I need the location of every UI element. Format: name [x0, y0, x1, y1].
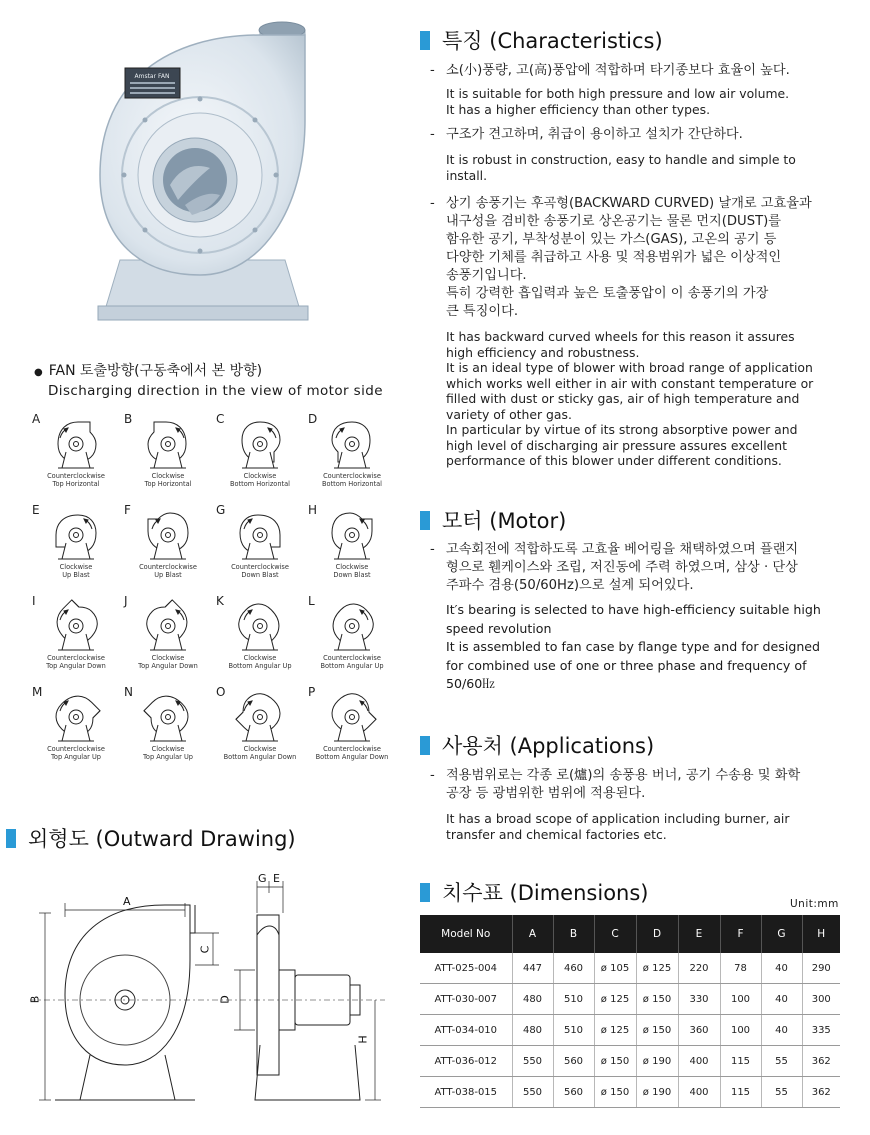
value-cell: 100	[720, 1015, 761, 1046]
value-cell: 100	[720, 984, 761, 1015]
direction-letter: O	[216, 685, 226, 699]
direction-caption	[306, 745, 398, 761]
char-point-3-kr-2: 내구성을 겸비한 송풍기로 상온공기는 물론 먼지(DUST)를	[446, 214, 782, 229]
dim-label-b: B	[28, 995, 42, 1004]
fan-direction-diagram-icon	[44, 596, 108, 654]
direction-rotation: Counterclockwise	[323, 654, 381, 662]
value-cell: 362	[802, 1077, 840, 1108]
direction-rotation: Counterclockwise	[323, 745, 381, 753]
direction-rotation: Clockwise	[151, 745, 185, 753]
direction-e	[30, 501, 122, 591]
fan-direction-diagram-icon	[44, 687, 108, 745]
direction-caption	[306, 472, 398, 488]
value-cell: ø 190	[636, 1046, 678, 1077]
column-header: G	[761, 915, 802, 953]
dim-label-a: A	[123, 895, 131, 908]
discharge-title-block	[34, 362, 383, 400]
dimensions-table-wrap	[420, 915, 840, 1108]
characteristics-title: 특징 (Characteristics)	[442, 29, 663, 53]
direction-caption	[122, 563, 214, 579]
value-cell: 115	[720, 1077, 761, 1108]
column-header: E	[678, 915, 720, 953]
fan-direction-diagram-icon	[136, 687, 200, 745]
column-header: A	[512, 915, 553, 953]
fan-direction-diagram-icon	[320, 687, 384, 745]
fan-direction-diagram-icon	[136, 414, 200, 472]
fan-direction-diagram-icon	[320, 414, 384, 472]
fan-direction-diagram-icon	[136, 596, 200, 654]
column-header: B	[553, 915, 594, 953]
fan-direction-diagram-icon	[44, 414, 108, 472]
column-header: F	[720, 915, 761, 953]
table-row	[420, 1046, 840, 1077]
dimensions-header	[420, 877, 648, 907]
direction-rotation: Counterclockwise	[323, 472, 381, 480]
direction-letter: N	[124, 685, 133, 699]
direction-caption	[122, 472, 214, 488]
direction-rotation: Counterclockwise	[231, 563, 289, 571]
direction-a	[30, 410, 122, 500]
direction-letter: L	[308, 594, 315, 608]
motor-en-5: 50/60㎐	[446, 676, 495, 691]
motor-en-1: It′s bearing is selected to have high-efficiency suitable high	[446, 602, 821, 617]
dimensions-unit: Unit:mm	[790, 898, 839, 910]
motor-kr-1: - 고속회전에 적합하도록 고효율 베어링을 채택하였으며 플랜지	[446, 542, 799, 557]
value-cell: 510	[553, 1015, 594, 1046]
value-cell: ø 125	[636, 953, 678, 984]
direction-rotation: Clockwise	[243, 654, 277, 662]
value-cell: 115	[720, 1046, 761, 1077]
fan-direction-diagram-icon	[320, 596, 384, 654]
fan-direction-diagram-icon	[228, 687, 292, 745]
table-row	[420, 1077, 840, 1108]
motor-en-3: It is assembled to fan case by flange type and for designed	[446, 639, 821, 654]
direction-caption	[214, 745, 306, 761]
dimensions-table	[420, 915, 840, 1108]
direction-rotation: Clockwise	[243, 745, 277, 753]
char-point-3-en-6: variety of other gas.	[446, 406, 572, 422]
direction-g	[214, 501, 306, 591]
direction-letter: J	[124, 594, 128, 608]
value-cell: 480	[512, 1015, 553, 1046]
dim-label-g: G	[258, 872, 267, 885]
model-cell: ATT-034-010	[420, 1015, 512, 1046]
direction-letter: D	[308, 412, 318, 426]
value-cell: 330	[678, 984, 720, 1015]
outward-drawing-title: 외형도 (Outward Drawing)	[28, 827, 296, 851]
char-point-3-en-5: filled with dust or sticky gas, air of high temperature and	[446, 391, 800, 406]
dimensions-title: 치수표 (Dimensions)	[442, 881, 649, 905]
applications-header	[420, 730, 654, 760]
value-cell: 550	[512, 1046, 553, 1077]
motor-body	[424, 541, 864, 694]
direction-letter: E	[32, 503, 40, 517]
value-cell: 560	[553, 1046, 594, 1077]
char-point-3-kr-7: 큰 특징이다.	[446, 304, 519, 319]
char-point-3-en-8: high level of discharging air pressure assures excellent	[446, 437, 787, 453]
column-header: Model No	[420, 915, 512, 953]
direction-caption	[306, 654, 398, 670]
direction-position: Up Blast	[154, 571, 182, 579]
direction-letter: A	[32, 412, 41, 426]
section-marker-icon	[420, 736, 430, 755]
direction-letter: F	[124, 503, 131, 517]
fan-direction-diagram-icon	[136, 505, 200, 563]
applications-kr-1: - 적용범위로는 각종 로(爐)의 송풍용 버너, 공기 수송용 및 화학	[446, 768, 801, 783]
value-cell: ø 190	[636, 1077, 678, 1108]
value-cell: ø 125	[594, 1015, 636, 1046]
direction-b	[122, 410, 214, 500]
section-marker-icon	[420, 31, 430, 50]
applications-title: 사용처 (Applications)	[442, 734, 655, 758]
value-cell: ø 150	[594, 1077, 636, 1108]
direction-rotation: Counterclockwise	[139, 563, 197, 571]
applications-kr-2: 공장 등 광범위한 범위에 적용된다.	[446, 786, 646, 801]
value-cell: 360	[678, 1015, 720, 1046]
value-cell: 447	[512, 953, 553, 984]
applications-body	[424, 767, 864, 842]
direction-d	[306, 410, 398, 500]
motor-header	[420, 505, 566, 535]
column-header: H	[802, 915, 840, 953]
table-row	[420, 1015, 840, 1046]
direction-rotation: Counterclockwise	[47, 745, 105, 753]
direction-l	[306, 592, 398, 682]
char-point-1-en-2: It has a higher efficiency than other types.	[446, 101, 711, 117]
direction-letter: C	[216, 412, 225, 426]
direction-caption	[122, 745, 214, 761]
dim-label-h: H	[356, 1035, 370, 1044]
value-cell: 400	[678, 1046, 720, 1077]
value-cell: 40	[761, 953, 802, 984]
motor-kr-3: 주파수 겸용(50/60Hz)으로 설계 되어있다.	[446, 578, 694, 593]
direction-position: Top Angular Up	[51, 753, 101, 761]
column-header: C	[594, 915, 636, 953]
direction-caption	[214, 654, 306, 670]
direction-caption	[214, 563, 306, 579]
direction-position: Bottom Horizontal	[230, 480, 290, 488]
value-cell: 40	[761, 1015, 802, 1046]
characteristics-body	[424, 62, 864, 469]
outward-drawing	[25, 872, 390, 1125]
value-cell: 40	[761, 984, 802, 1015]
motor-en-4: for combined use of one or three phase and frequency of	[446, 657, 807, 673]
char-point-3-kr-1: - 상기 송풍기는 후곡형(BACKWARD CURVED) 날개로 고효율과	[446, 196, 812, 211]
value-cell: 55	[761, 1046, 802, 1077]
direction-caption	[30, 472, 122, 488]
direction-position: Up Blast	[62, 571, 90, 579]
fan-photo	[60, 10, 340, 350]
applications-en-2: transfer and chemical factories etc.	[446, 826, 667, 842]
char-point-2-en-1: It is robust in construction, easy to handle and simple to	[446, 152, 796, 167]
direction-position: Down Blast	[241, 571, 279, 579]
value-cell: ø 150	[636, 1015, 678, 1046]
direction-letter: B	[124, 412, 133, 426]
fan-direction-diagram-icon	[44, 505, 108, 563]
discharge-title-en: Discharging direction in the view of motor side	[48, 383, 383, 399]
direction-o	[214, 683, 306, 773]
fan-direction-diagram-icon	[320, 505, 384, 563]
table-row	[420, 953, 840, 984]
direction-position: Top Angular Down	[138, 662, 198, 670]
char-point-3-kr-6: 특히 강력한 흡입력과 높은 토출풍압이 이 송풍기의 가장	[446, 286, 769, 301]
value-cell: 362	[802, 1046, 840, 1077]
outward-drawing-header	[6, 823, 296, 853]
value-cell: 290	[802, 953, 840, 984]
value-cell: 550	[512, 1077, 553, 1108]
direction-letter: P	[308, 685, 316, 699]
direction-position: Down Blast	[333, 571, 371, 579]
value-cell: ø 150	[636, 984, 678, 1015]
direction-position: Bottom Angular Down	[315, 753, 389, 761]
char-point-3-en-9: performance of this blower under different conditions.	[446, 453, 782, 468]
char-point-3-en-4: which works well either in air with constant temperature or	[446, 375, 814, 391]
direction-position: Top Angular Up	[143, 753, 193, 761]
dim-label-c: C	[198, 945, 212, 954]
direction-rotation: Counterclockwise	[47, 654, 105, 662]
value-cell: 55	[761, 1077, 802, 1108]
value-cell: 400	[678, 1077, 720, 1108]
direction-letter: K	[216, 594, 224, 608]
direction-letter: G	[216, 503, 226, 517]
direction-n	[122, 683, 214, 773]
char-point-1-en-1: It is suitable for both high pressure and low air volume.	[446, 86, 790, 101]
model-cell: ATT-038-015	[420, 1077, 512, 1108]
char-point-3-kr-3: 함유한 공기, 부착성분이 있는 가스(GAS), 고온의 공기 등	[446, 232, 777, 247]
applications-en-1: It has a broad scope of application including burner, air	[446, 811, 790, 826]
direction-position: Top Horizontal	[52, 480, 100, 488]
section-marker-icon	[420, 511, 430, 530]
direction-letter: H	[308, 503, 318, 517]
direction-letter: I	[32, 594, 36, 608]
value-cell: 480	[512, 984, 553, 1015]
direction-p	[306, 683, 398, 773]
char-point-3-kr-5: 송풍기입니다.	[446, 268, 527, 283]
char-point-2-kr: - 구조가 견고하며, 취급이 용이하고 설치가 간단하다.	[424, 126, 864, 144]
direction-m	[30, 683, 122, 773]
nameplate-text: Amstar FAN	[134, 73, 170, 80]
dimensions-header-row	[420, 915, 840, 953]
column-header: D	[636, 915, 678, 953]
char-point-3-kr-4: 다양한 기체를 취급하고 사용 및 적용범위가 넓은 이상적인	[446, 250, 782, 265]
bullet-dot-icon: ●	[34, 367, 43, 378]
direction-f	[122, 501, 214, 591]
value-cell: 510	[553, 984, 594, 1015]
direction-caption	[30, 654, 122, 670]
section-marker-icon	[6, 829, 16, 848]
direction-i	[30, 592, 122, 682]
direction-position: Bottom Angular Up	[228, 662, 292, 670]
section-marker-icon	[420, 883, 430, 902]
motor-en-2: speed revolution	[446, 620, 552, 636]
direction-h	[306, 501, 398, 591]
direction-rotation: Clockwise	[243, 472, 277, 480]
direction-k	[214, 592, 306, 682]
char-point-1-kr: - 소(小)풍량, 고(高)풍압에 적합하며 타기종보다 효율이 높다.	[424, 62, 864, 80]
direction-c	[214, 410, 306, 500]
char-point-3-en-7: In particular by virtue of its strong absorptive power and	[446, 422, 798, 437]
direction-caption	[30, 745, 122, 761]
char-point-3-en-3: It is an ideal type of blower with broad range of application	[446, 360, 813, 375]
direction-position: Top Horizontal	[144, 480, 192, 488]
value-cell: ø 125	[594, 984, 636, 1015]
direction-j	[122, 592, 214, 682]
direction-caption	[30, 563, 122, 579]
model-cell: ATT-030-007	[420, 984, 512, 1015]
motor-kr-2: 형으로 휀케이스와 조립, 저진동에 주력 하였으며, 삼상 · 단상	[446, 560, 798, 575]
value-cell: 300	[802, 984, 840, 1015]
value-cell: ø 150	[594, 1046, 636, 1077]
fan-direction-diagram-icon	[228, 596, 292, 654]
value-cell: 220	[678, 953, 720, 984]
model-cell: ATT-025-004	[420, 953, 512, 984]
char-point-3-en-2: high efficiency and robustness.	[446, 344, 640, 360]
direction-letter: M	[32, 685, 43, 699]
fan-direction-diagram-icon	[228, 414, 292, 472]
value-cell: 560	[553, 1077, 594, 1108]
direction-rotation: Clockwise	[151, 654, 185, 662]
direction-caption	[306, 563, 398, 579]
table-row	[420, 984, 840, 1015]
motor-title: 모터 (Motor)	[442, 509, 567, 533]
value-cell: 335	[802, 1015, 840, 1046]
direction-position: Bottom Horizontal	[322, 480, 382, 488]
direction-rotation: Clockwise	[151, 472, 185, 480]
direction-caption	[122, 654, 214, 670]
direction-position: Top Angular Down	[46, 662, 106, 670]
value-cell: 460	[553, 953, 594, 984]
dim-label-d: D	[218, 995, 232, 1004]
char-point-3-en-1: It has backward curved wheels for this reason it assures	[446, 329, 795, 344]
direction-rotation: Counterclockwise	[47, 472, 105, 480]
char-point-2-en-2: install.	[446, 167, 488, 183]
value-cell: 78	[720, 953, 761, 984]
direction-rotation: Clockwise	[59, 563, 93, 571]
direction-caption	[214, 472, 306, 488]
direction-rotation: Clockwise	[335, 563, 369, 571]
characteristics-header	[420, 25, 663, 55]
dim-label-e: E	[273, 872, 280, 885]
discharge-title-kr: FAN 토출방향(구동축에서 본 방향)	[48, 363, 263, 379]
direction-position: Bottom Angular Down	[223, 753, 297, 761]
model-cell: ATT-036-012	[420, 1046, 512, 1077]
fan-direction-diagram-icon	[228, 505, 292, 563]
direction-position: Bottom Angular Up	[320, 662, 384, 670]
value-cell: ø 105	[594, 953, 636, 984]
